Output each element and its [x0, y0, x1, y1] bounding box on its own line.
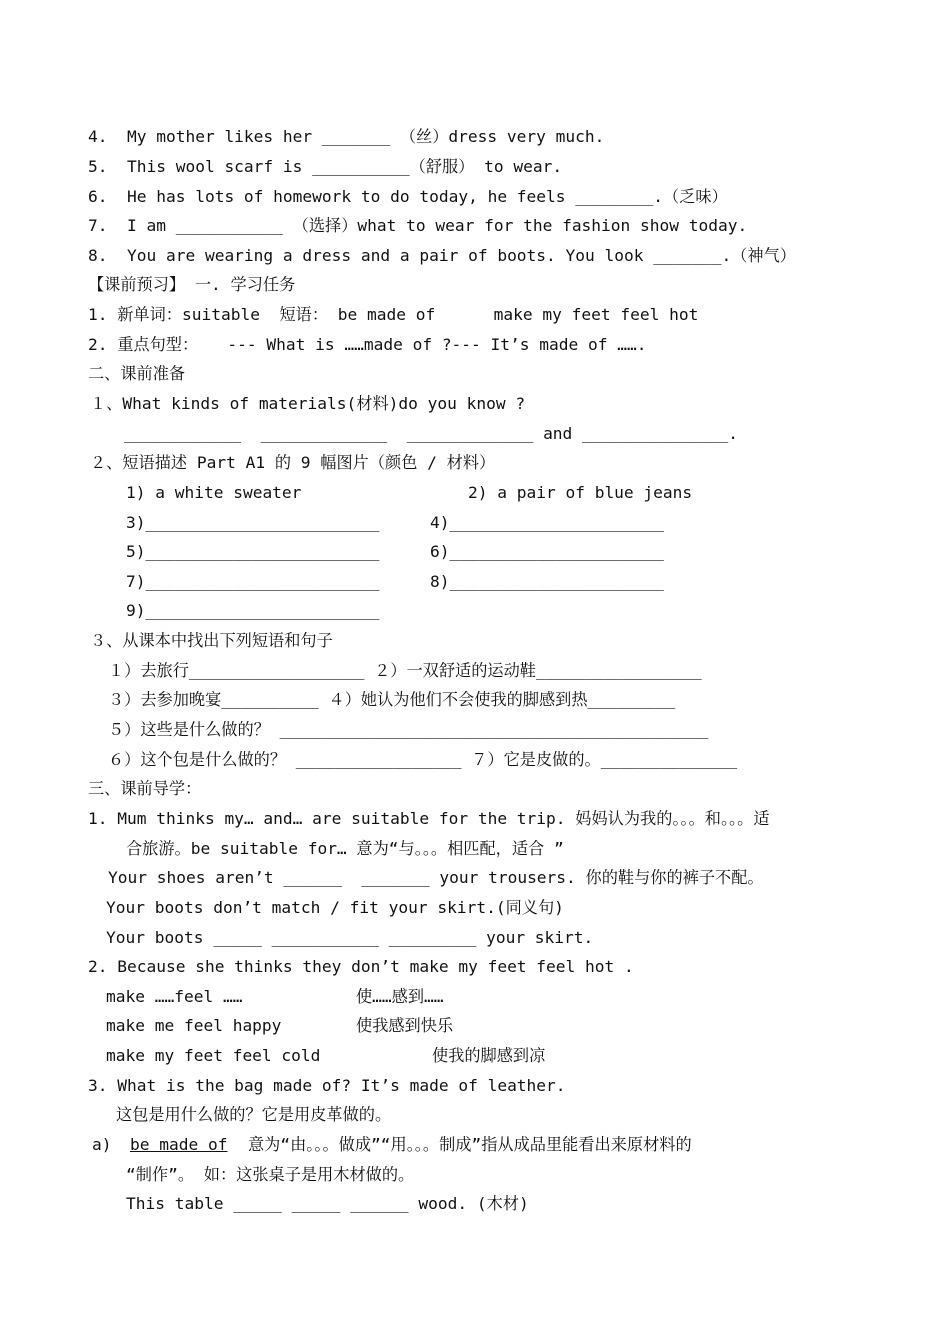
picture-4-blank: 4)______________________	[430, 513, 664, 532]
phrases-6-7: ６）这个包是什么做的？ _________________ ７）它是皮做的。______________	[108, 750, 738, 769]
guide-1-exercise-a: Your shoes aren’t ______ _______ your trousers. 你的鞋与你的裤子不配。	[108, 868, 764, 887]
picture-8-blank: 8)______________________	[430, 572, 664, 591]
guide-3-translation: 这包是用什么做的？它是用皮革做的。	[116, 1105, 392, 1124]
picture-3-blank: 3)________________________	[126, 513, 380, 532]
phrase-make-happy-meaning: 使我感到快乐	[356, 1016, 454, 1035]
guide-3-sentence: 3. What is the bag made of? It’s made of leather.	[88, 1076, 566, 1095]
materials-blanks: ____________ _____________ _____________ and _______________.	[124, 424, 738, 443]
phrase-make-cold: make my feet feel cold	[106, 1046, 321, 1065]
section-preview-heading: 【课前预习】 一. 学习任务	[88, 275, 296, 294]
exercise-6: 6. He has lots of homework to do today, he feels ________.（乏味）	[88, 187, 728, 206]
phrases-3-4: ３）去参加晚宴__________ ４）她认为他们不会使我的脚感到热_________	[108, 690, 676, 709]
guide-1-exercise-b: Your boots don’t match / fit your skirt.(同义句)	[106, 898, 564, 917]
phrase-make-cold-meaning: 使我的脚感到凉	[432, 1046, 546, 1065]
question-find-phrases: ３、从课本中找出下列短语和句子	[90, 631, 333, 650]
phrase-make-feel: make ……feel ……	[106, 987, 243, 1006]
item-a-label: a)	[92, 1135, 112, 1154]
exercise-4: 4. My mother likes her _______ （丝）dress very much.	[88, 127, 605, 146]
phrase-make-happy: make me feel happy	[106, 1016, 282, 1035]
item-a-term: be made of	[130, 1135, 228, 1154]
guide-1-explanation: 合旅游。be suitable for… 意为“与。。。相匹配，适合 ”	[126, 839, 564, 858]
guide-1-sentence: 1. Mum thinks my… and… are suitable for the trip. 妈妈认为我的。。。和。。。适	[88, 809, 770, 828]
question-describe-pictures: ２、短语描述 Part A1 的 9 幅图片（颜色 / 材料）	[90, 453, 496, 472]
item-a-example: “制作”。 如：这张桌子是用木材做的。	[126, 1165, 415, 1184]
exercise-7: 7. I am ___________ （选择）what to wear for the fashion show today.	[88, 216, 748, 235]
picture-1: 1) a white sweater	[126, 483, 302, 502]
picture-6-blank: 6)______________________	[430, 542, 664, 561]
picture-2: 2) a pair of blue jeans	[468, 483, 693, 502]
new-words-line: 1. 新单词：suitable 短语： be made of make my feet feel hot	[88, 305, 699, 324]
exercise-5: 5. This wool scarf is __________（舒服） to wear.	[88, 157, 563, 176]
phrase-5: ５）这些是什么做的？ ____________________________________________	[108, 720, 709, 739]
item-a-exercise: This table _____ _____ ______ wood. (木材)	[126, 1194, 529, 1213]
guide-2-sentence: 2. Because she thinks they don’t make my feet feel hot .	[88, 957, 634, 976]
phrase-make-feel-meaning: 使……感到……	[356, 987, 444, 1006]
key-sentences-line: 2. 重点句型： --- What is ……made of ?--- It’s made of …….	[88, 335, 647, 354]
guide-1-exercise-c: Your boots _____ ___________ _________ your skirt.	[106, 928, 594, 947]
picture-5-blank: 5)________________________	[126, 542, 380, 561]
picture-7-blank: 7)________________________	[126, 572, 380, 591]
section-preparation-heading: 二、课前准备	[88, 364, 186, 383]
question-materials: １、What kinds of materials(材料)do you know ?	[90, 394, 526, 413]
exercise-8: 8. You are wearing a dress and a pair of boots. You look _______.（神气）	[88, 246, 796, 265]
item-a-explanation: 意为“由。。。做成”“用。。。制成”指从成品里能看出来原材料的	[248, 1135, 692, 1154]
section-guide-heading: 三、课前导学：	[88, 779, 202, 798]
picture-9-blank: 9)________________________	[126, 601, 380, 620]
phrases-1-2: １）去旅行__________________ ２）一双舒适的运动鞋_________________	[108, 661, 702, 680]
